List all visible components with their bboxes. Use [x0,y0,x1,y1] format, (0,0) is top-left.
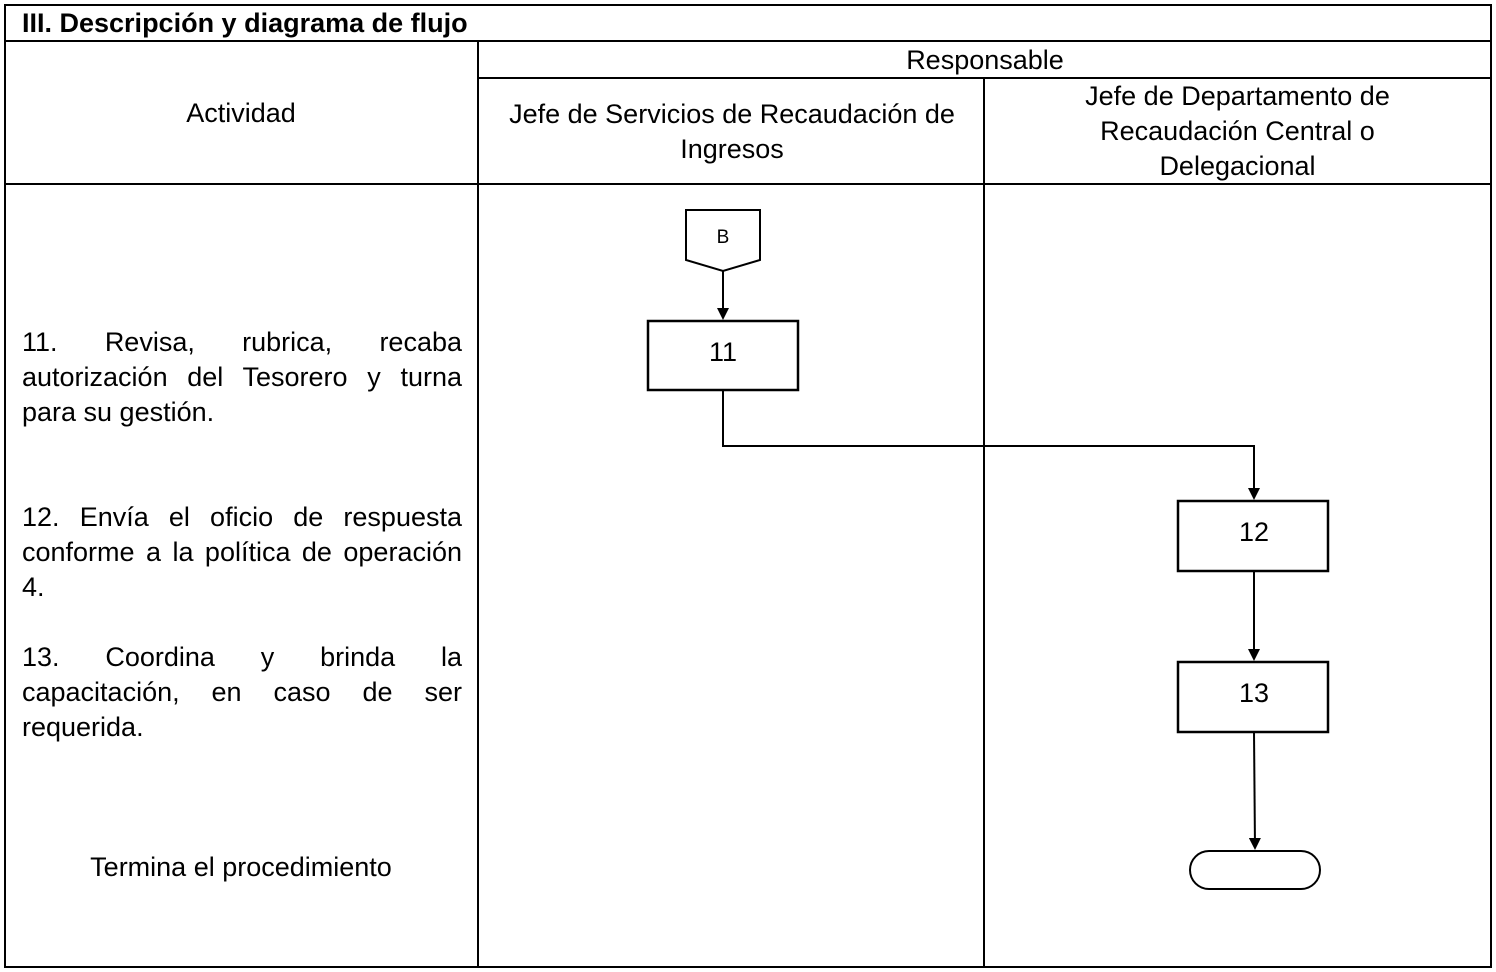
arrow-11-to-12 [723,390,1254,498]
activity-header: Actividad [186,98,296,128]
responsible-header: Responsable [906,45,1064,75]
activity-12: 12. Envía el oficio de respuesta conforme a la política de operación 4. [22,502,462,602]
section-title: III. Descripción y diagrama de flujo [22,8,468,38]
activity-13: 13. Coordina y brinda la capacitación, en caso de ser requerida. [22,642,462,742]
connector-b-label: B [716,227,730,248]
role-header-2: Jefe de Departamento de Recaudación Central o Delegacional [1085,81,1390,181]
process-label-11: 11 [708,337,738,367]
process-label-13: 13 [1238,678,1270,708]
role-header-1: Jefe de Servicios de Recaudación de Ingresos [509,99,955,164]
end-terminator [1190,851,1320,889]
activity-11: 11. Revisa, rubrica, recaba autorización del Tesorero y turna para su gestión. [22,327,462,427]
arrow-13-to-end [1254,732,1255,848]
activity-end: Termina el procedimiento [90,852,392,882]
process-label-12: 12 [1238,517,1270,547]
